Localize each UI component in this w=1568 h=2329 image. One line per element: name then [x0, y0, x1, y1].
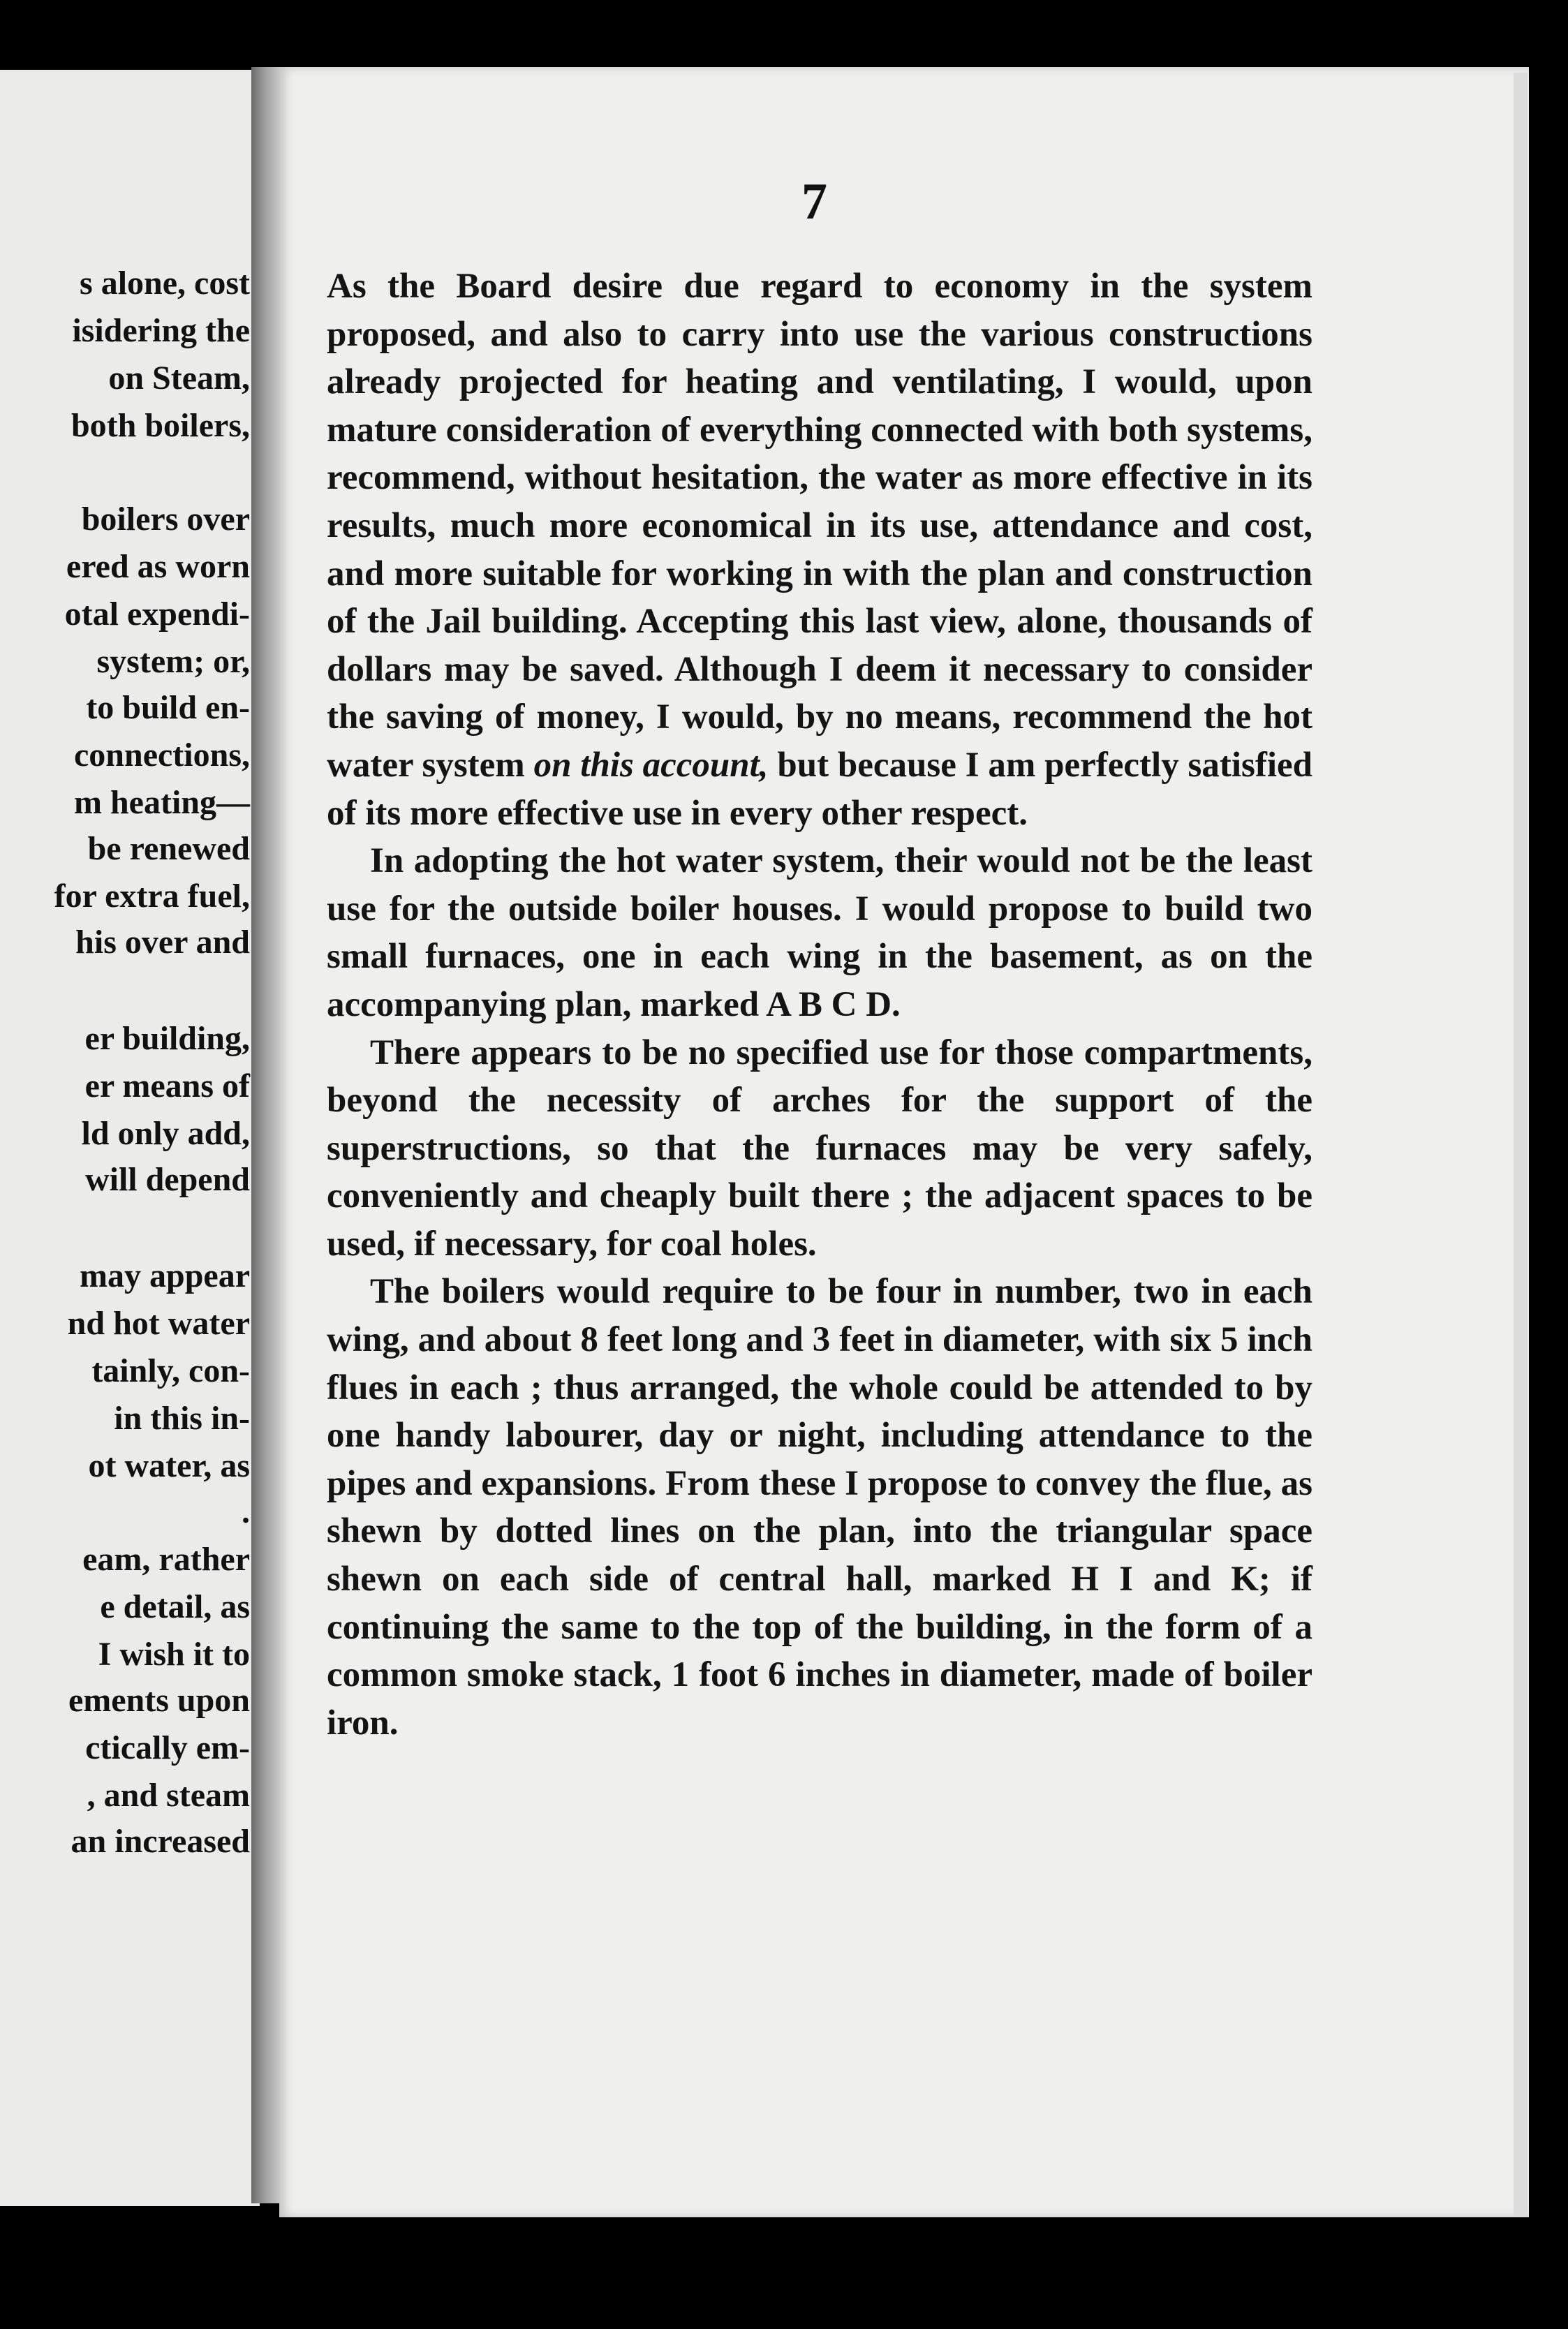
- left-page-line: m heating—: [74, 784, 250, 821]
- left-page-line: I wish it to: [98, 1636, 250, 1673]
- left-page-line: tainly, con-: [91, 1352, 250, 1389]
- left-page-line: .: [242, 1493, 250, 1530]
- left-page-line: ot water, as: [88, 1447, 250, 1484]
- left-page-line: isidering the: [72, 312, 250, 349]
- left-page-line: otal expendi-: [64, 596, 250, 633]
- left-page-line: eam, rather: [82, 1541, 250, 1578]
- left-page-line: his over and: [75, 924, 250, 961]
- left-page-line: to build en-: [86, 689, 250, 726]
- left-page-line: connections,: [74, 737, 250, 774]
- left-page-line: will depend: [84, 1161, 250, 1198]
- left-page-line: for extra fuel,: [54, 878, 250, 915]
- paragraph-2: In adopting the hot water system, their would not be the least use for the outside boiler houses. I would propose to build two small furnaces, one in each wing in the basement, as on the accompanying plan, marked A B C D.: [327, 841, 1312, 1024]
- left-page-line: both boilers,: [71, 407, 250, 444]
- left-page-line: s alone, cost: [80, 265, 250, 302]
- left-page-line: system; or,: [96, 643, 250, 680]
- book-gutter: [251, 67, 282, 2203]
- left-page-line: in this in-: [114, 1400, 250, 1437]
- left-page-line: on Steam,: [108, 360, 250, 397]
- left-page: [0, 70, 260, 2206]
- paragraph-1-emphasis: on this account,: [533, 745, 769, 785]
- left-page-line: ld only add,: [81, 1115, 250, 1152]
- paragraph-1-text-end: but because I am perfectly satisfied of its more effective use in every other respect.: [327, 745, 1312, 833]
- left-page-line: , and steam: [87, 1777, 250, 1814]
- left-page-line: ered as worn: [66, 548, 250, 585]
- paragraph-3: There appears to be no specified use for those compartments, beyond the necessity of arches for the support of the superstructions, so that the furnaces may be very safely, conveniently and cheaply built there ; the adjacent spaces to be used, if necessary, for coal holes.: [327, 1033, 1312, 1264]
- body-text: [327, 263, 1312, 1747]
- left-page-line: be renewed: [87, 830, 250, 867]
- left-page-line: ctically em-: [85, 1729, 250, 1766]
- left-page-line: nd hot water: [67, 1305, 250, 1342]
- paragraph-4: The boilers would require to be four in number, two in each wing, and about 8 feet long and 3 feet in diameter, with six 5 inch flues in each ; thus arranged, the whole could be attended to by one handy labourer, day or night, including attendance to the pipes and expansions. From these I propose to convey the flue, as shewn by dotted lines on the plan, into the triangular space shewn on each side of central hall, marked H I and K; if continuing the same to the top of the building, in the form of a common smoke stack, 1 foot 6 inches in diameter, made of boiler iron.: [327, 1272, 1312, 1743]
- paragraph-1: [327, 263, 1312, 837]
- left-page-line: ements upon: [68, 1682, 250, 1719]
- paragraph-1-text: As the Board desire due regard to economy in the system proposed, and also to carry into use the various constructions already projected for heating and ventilating, I would, upon mature consideration of everything connected with both systems, recommend, without hesitation, the water as more effective in its results, much more economical in its use, attendance and cost, and more suitable for working in with the plan and construction of the Jail building. Accepting this last view, alone, thousands of dollars may be saved. Although I deem it necessary to consider the saving of money, I would, by no means, recommend the hot water system: [327, 267, 1312, 785]
- left-page-line: er building,: [84, 1020, 250, 1057]
- page-edge: [1514, 73, 1528, 2216]
- left-page-line: e detail, as: [100, 1588, 250, 1625]
- left-page-line: an increased: [71, 1823, 250, 1860]
- left-page-line: may appear: [80, 1257, 250, 1294]
- left-page-line: er means of: [84, 1067, 250, 1104]
- page-number: 7: [801, 173, 827, 230]
- left-page-line: boilers over: [81, 501, 250, 538]
